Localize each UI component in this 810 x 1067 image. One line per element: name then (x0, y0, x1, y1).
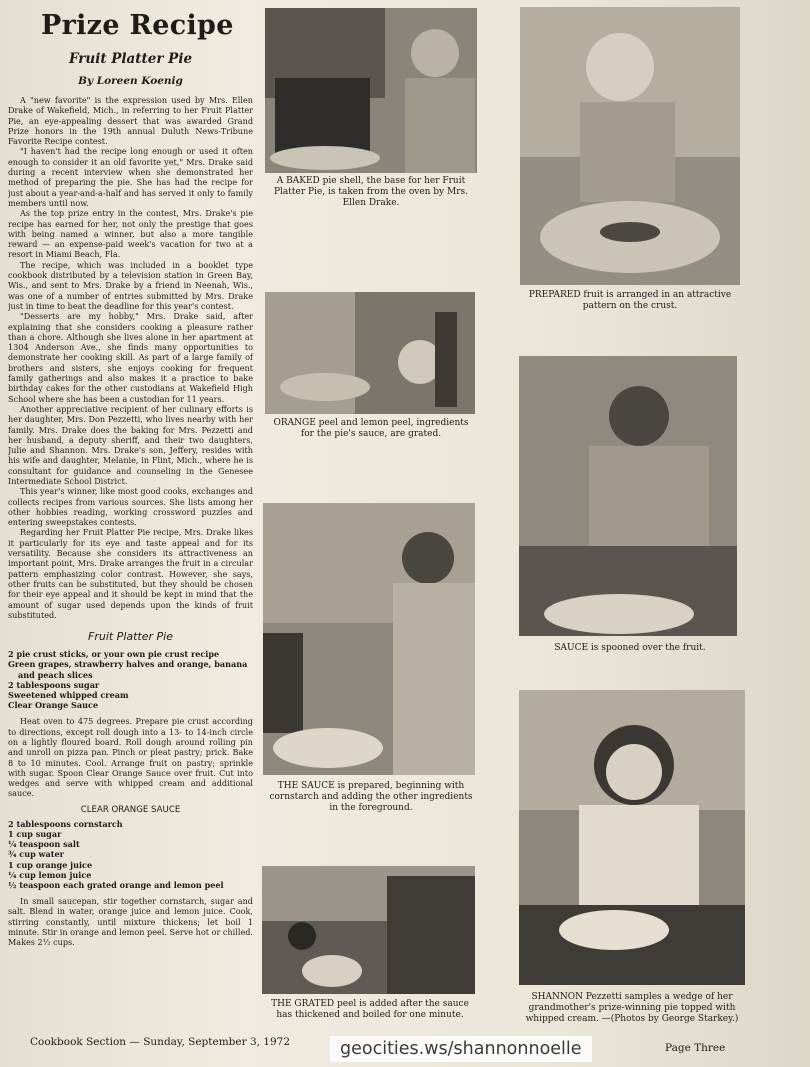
photo-baked-shell (265, 8, 477, 173)
ingredient-item: ½ teaspoon each grated orange and lemon peel (8, 879, 224, 890)
article-paragraph: This year's winner, like most good cooks, exchanges and collects recipes from various sources. She lists among her other hobbies reading, working crossword puzzles and entering sweepstakes contests. (8, 486, 253, 528)
ingredient-item: 1 cup sugar (8, 828, 62, 839)
recipe-heading: Fruit Platter Pie (88, 630, 173, 644)
article-subtitle: Fruit Platter Pie (68, 51, 193, 67)
sauce-heading: CLEAR ORANGE SAUCE (80, 804, 181, 815)
article-paragraph: The recipe, which was included in a booklet type cookbook distributed by a television station in Green Bay, Wis., and sent to Mrs. Drake by a friend in Neenah, Wis., was one of a number of entries submitted by Mrs. Drake just in time to beat the deadline for this year's contest. (8, 259, 253, 311)
caption-shannon: SHANNON Pezzetti samples a wedge of her grandmother's prize-winning pie topped with whipped cream. —(Photos by George Starkey.) (525, 992, 739, 1024)
caption-sauce-prepared: THE SAUCE is prepared, beginning with cornstarch and adding the other ingredients in the foreground. (269, 781, 473, 813)
caption-sauce-spooned: SAUCE is spooned over the fruit. (554, 643, 706, 653)
ingredient-item: Sweetened whipped cream (8, 689, 129, 700)
byline: By Loreen Koenig (78, 75, 183, 87)
ingredient-item: ¼ teaspoon salt (8, 839, 80, 850)
page-number: Page Three (665, 1042, 726, 1054)
footer-section-date: Cookbook Section — Sunday, September 3, 1972 (30, 1036, 291, 1048)
sauce-ingredients (8, 819, 253, 890)
article-paragraph: A "new favorite" is the expression used by Mrs. Ellen Drake of Wakefield, Mich., in referring to her Fruit Platter Pie, an eye-appealing dessert that was awarded Grand Prize honors in the 19th annual Duluth News-Tribune Favorite Recipe contest. (8, 95, 253, 147)
photo-sauce-spooned (519, 356, 737, 636)
caption-grated: THE GRATED peel is added after the sauce has thickened and boiled for one minute. (271, 999, 469, 1020)
photo-sauce-prepared (263, 503, 475, 775)
article-column (8, 8, 253, 1028)
page-title: Prize Recipe (41, 10, 234, 41)
article-paragraph: Regarding her Fruit Platter Pie recipe, Mrs. Drake likes it particularly for its eye and taste appeal and for its versatility. Because she considers its attractiveness an important point, Mrs. Drake arranges the fruit in a circular pattern emphasizing color contrast. However, she says, other fruits can be substituted, but they should be chosen for their eye appeal and it should be kept in mind that the amount of sugar used depends upon the kinds of fruit substituted. (8, 527, 253, 620)
ingredient-item: ¼ cup lemon juice (8, 869, 92, 880)
caption-orange: ORANGE peel and lemon peel, ingredients for the pie's sauce, are grated. (273, 418, 469, 439)
caption-prepared: PREPARED fruit is arranged in an attractive pattern on the crust. (528, 290, 732, 311)
ingredient-item: 2 tablespoons sugar (8, 679, 100, 690)
photo-grated-peel (262, 866, 475, 994)
caption-baked: A BAKED pie shell, the base for her Fruit Platter Pie, is taken from the oven by Mrs. Ellen Drake. (273, 176, 469, 208)
article-paragraph: Another appreciative recipient of her culinary efforts is her daughter, Mrs. Don Pezzetti, who lives nearby with her family. Mrs. Drake does the baking for Mrs. Pezzetti and her husband, a deputy sheriff, and their two daughters, Julie and Shannon. Mrs. Drake's son, Jeffery, resides with his wife and daughter, Melanie, in Flint, Mich., where he is consultant for guidance and counseling in the Genesee Intermediate School District. (8, 403, 253, 486)
article-paragraph: "I haven't had the recipe long enough or used it often enough to consider it an old favorite yet," Mrs. Drake said during a recent interview when she demonstrated her method of preparing the pie. She has had the recipe for just about a year-and-a-half and has served it only to family members until now. (8, 146, 253, 208)
ingredient-item: 2 pie crust sticks, or your own pie crust recipe (8, 649, 220, 660)
ingredient-item: 1 cup orange juice (8, 859, 93, 870)
sauce-directions: In small saucepan, stir together cornstarch, sugar and salt. Blend in water, orange juice and lemon juice. Cook, stirring constantly, until mixture thickens; let boil 1 minute. Stir in orange and lemon peel. Serve hot or chilled. Makes 2½ cups. (8, 896, 253, 948)
article-paragraph: As the top prize entry in the contest, Mrs. Drake's pie recipe has earned for her, not only the prestige that goes with being named a winner, but also a more tangible reward — an expense-paid week's vacation for two at a resort in Miami Beach, Fla. (8, 208, 253, 260)
photo-prepared-fruit (520, 7, 740, 285)
ingredient-item: 2 tablespoons cornstarch (8, 818, 123, 829)
ingredient-item: Clear Orange Sauce (8, 700, 99, 711)
photo-shannon (519, 690, 745, 985)
ingredient-item: Green grapes, strawberry halves and orange, banana and peach slices (8, 659, 248, 680)
watermark: geocities.ws/shannonnoelle (330, 1036, 592, 1062)
recipe-ingredients (8, 649, 253, 710)
ingredient-item: ¾ cup water (8, 849, 64, 860)
article-paragraph: "Desserts are my hobby," Mrs. Drake said, after explaining that she considers cooking a pleasure rather than a chore. Although she lives alone in her apartment at 1304 Anderson Ave., she finds many opportunities to demonstrate her cooking skill. As part of a large family of brothers and sisters, she enjoys cooking for frequent family gatherings and also makes it a practice to bake birthday cakes for the other custodians at Wakefield High School where she has been a custodian for 11 years. (8, 311, 253, 404)
recipe-directions: Heat oven to 475 degrees. Prepare pie crust according to directions, except roll dough into a 13- to 14-inch circle on a lightly floured board. Roll dough around rolling pin and unroll on pizza pan. Pinch or pleat pastry; prick. Bake 8 to 10 minutes. Cool. Arrange fruit on pastry; sprinkle with sugar. Spoon Clear Orange Sauce over fruit. Cut into wedges and serve with whipped cream and additional sauce. (8, 716, 253, 799)
photo-orange-peel (265, 292, 475, 414)
